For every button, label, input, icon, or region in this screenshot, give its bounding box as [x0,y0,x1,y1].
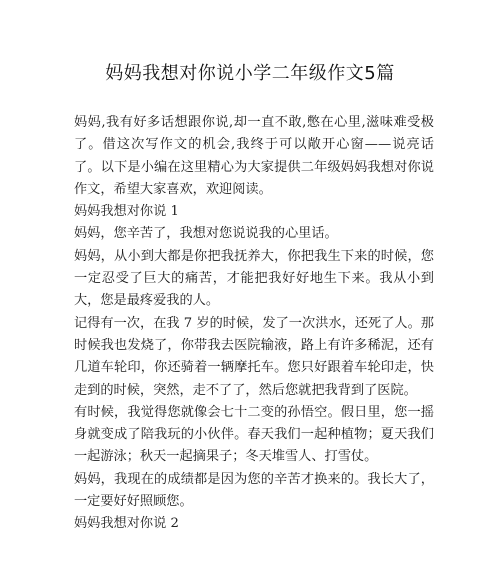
page-bottom-edge [0,554,500,566]
body-paragraph: 记得有一次，在我 7 岁的时候，发了一次洪水，还死了人。那时候我也发烧了，你带我去医院输液，路上有许多稀泥，还有几道车轮印，你还骑着一辆摩托车。您只好跟着车轮印走，快走到的时候，突然，走不了了，然后您就把我背到了医院。 [74,315,434,398]
body-paragraph: 妈妈，我现在的成绩都是因为您的辛苦才换来的。我长大了，一定要好好照顾您。 [74,471,434,510]
section-heading-1: 妈妈我想对你说 1 [74,204,179,220]
section-heading-2: 妈妈我想对你说 2 [74,516,179,532]
intro-paragraph: 妈妈,我有好多话想跟你说,却一直不敢,憋在心里,滋味难受极了。借这次写作文的机会,我终于可以敞开心窗——说亮话了。以下是小编在这里精心为大家提供二年级妈妈我想对你说作文，希望大家喜欢，欢迎阅读。 [74,115,434,197]
body-paragraph: 妈妈，从小到大都是你把我抚养大，你把我生下来的时候，您一定忍受了巨大的痛苦，才能把我好好地生下来。我从小到大，您是最疼爱我的人。 [74,248,434,309]
body-paragraph: 有时候，我觉得您就像会七十二变的孙悟空。假日里，您一摇身就变成了陪我玩的小伙伴。春天我们一起种植物；夏天我们一起游泳；秋天一起摘果子；冬天堆雪人、打雪仗。 [74,404,434,465]
document-body [74,112,434,536]
document-title: 妈妈我想对你说小学二年级作文5篇 [105,63,395,84]
body-paragraph: 妈妈，您辛苦了，我想对您说说我的心里话。 [74,226,338,242]
